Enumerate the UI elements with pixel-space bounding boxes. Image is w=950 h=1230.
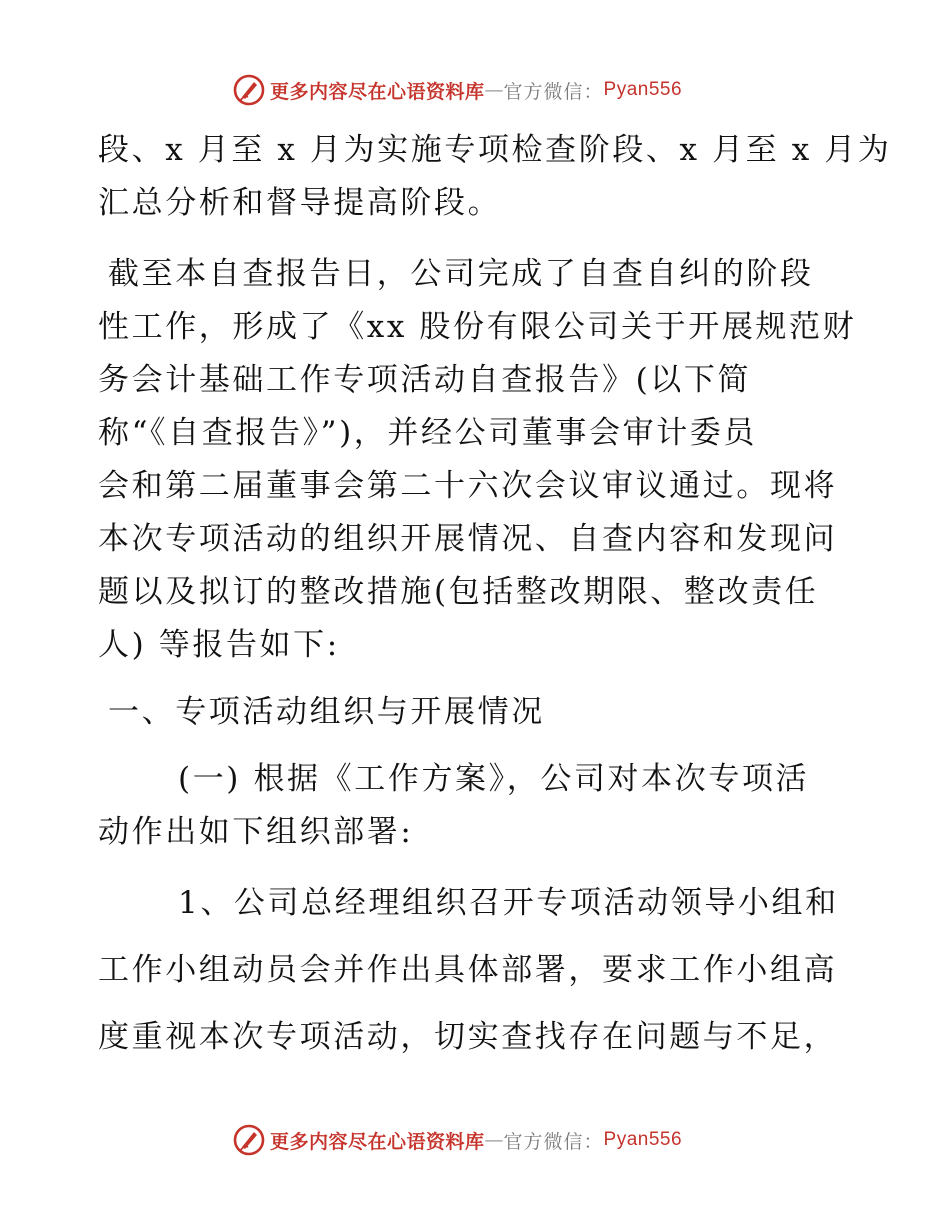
text-line: 动作出如下组织部署: xyxy=(98,814,414,850)
text-line: 题以及拟订的整改措施(包括整改期限、整改责任 xyxy=(98,574,819,610)
text-line: 会和第二届董事会第二十六次会议审议通过。现将 xyxy=(98,468,838,504)
banner-wechat-id: Pyan556 xyxy=(603,79,683,100)
banner-site-text: 更多内容尽在心语资料库 xyxy=(270,1130,485,1153)
text-line: 称“《自查报告》”)，并经公司董事会审计委员 xyxy=(98,415,757,451)
banner-wechat-label: 官方微信： xyxy=(503,1130,604,1153)
text-line: 人) 等报告如下: xyxy=(98,627,340,663)
text-line: 务会计基础工作专项活动自查报告》(以下简 xyxy=(98,362,752,398)
text-line: 工作小组动员会并作出具体部署，要求工作小组高 xyxy=(98,952,838,988)
section-heading: 一、专项活动组织与开展情况 xyxy=(108,694,545,730)
brand-logo-icon xyxy=(232,73,266,107)
document-body xyxy=(98,124,892,1064)
footer-banner xyxy=(232,1120,732,1160)
text-line: 本次专项活动的组织开展情况、自查内容和发现问 xyxy=(98,521,838,557)
text-line: 截至本自查报告日，公司完成了自查自纠的阶段 xyxy=(108,256,814,292)
header-banner xyxy=(232,70,732,110)
paragraph-1 xyxy=(98,124,892,230)
paragraph-2 xyxy=(98,248,858,672)
text-line: 段、x 月至 x 月为实施专项检查阶段、x 月至 x 月为 xyxy=(98,132,892,168)
banner-separator: — xyxy=(484,1129,504,1151)
text-line: 汇总分析和督导提高阶段。 xyxy=(98,185,502,221)
text-line: (一) 根据《工作方案》，公司对本次专项活 xyxy=(178,761,810,797)
text-line: 1、公司总经理组织召开专项活动领导小组和 xyxy=(178,885,839,921)
text-line: 度重视本次专项活动，切实查找存在问题与不足， xyxy=(98,1019,838,1055)
banner-separator: — xyxy=(484,79,504,101)
brand-logo-icon xyxy=(232,1123,266,1157)
banner-site-text: 更多内容尽在心语资料库 xyxy=(270,80,485,103)
paragraph-4 xyxy=(98,877,858,1064)
text-line: 性工作，形成了《xx 股份有限公司关于开展规范财 xyxy=(98,309,857,345)
paragraph-3 xyxy=(98,753,858,859)
banner-wechat-id: Pyan556 xyxy=(603,1129,683,1150)
banner-wechat-label: 官方微信： xyxy=(503,80,604,103)
